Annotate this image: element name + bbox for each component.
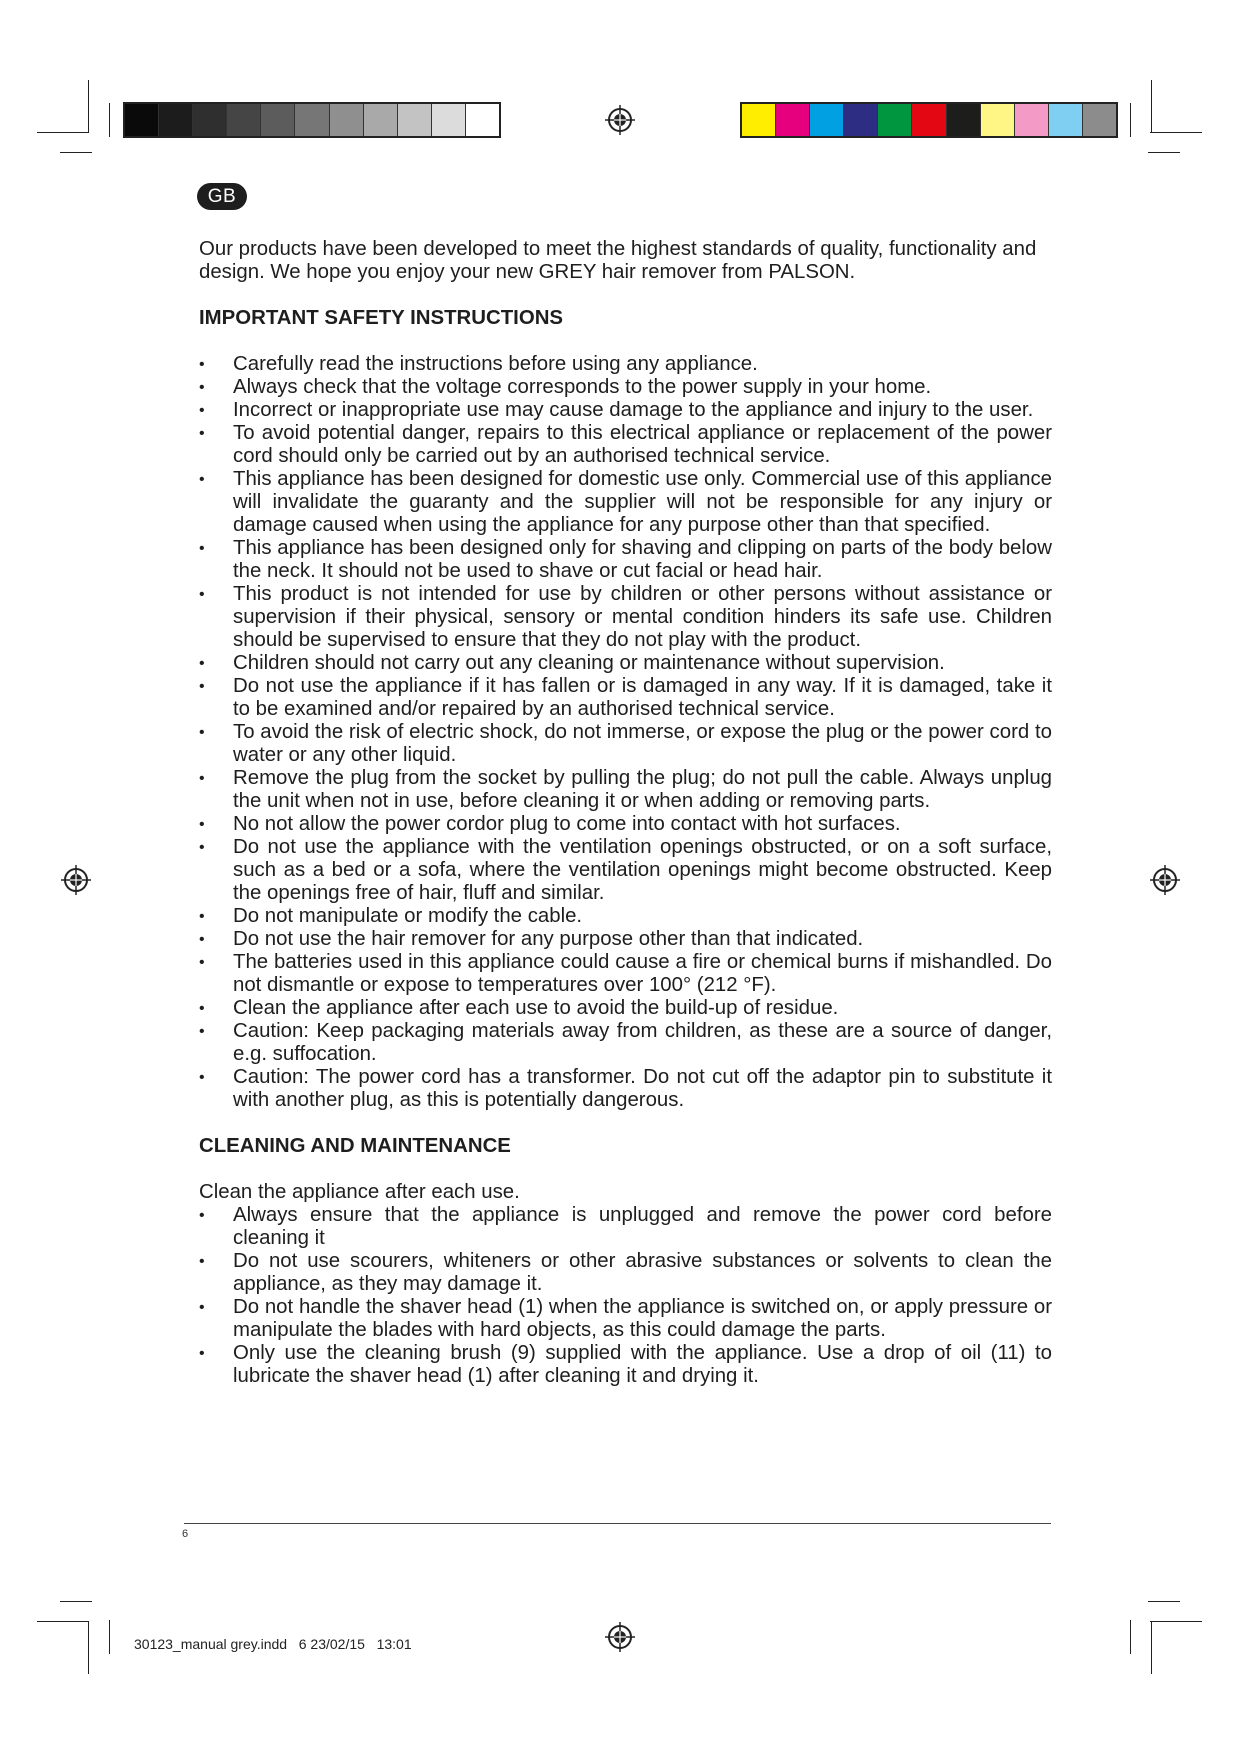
color-swatch [364,104,398,136]
list-item: • Do not use scourers, whiteners or other abrasive substances or solvents to clean the appliance, as they may damage it. [199,1250,1052,1296]
language-badge: GB [197,183,247,210]
list-item: • Always check that the voltage corresponds to the power supply in your home. [199,376,1052,399]
crop-mark [1150,1621,1202,1622]
color-swatch [1049,104,1083,136]
list-item: • Do not use the appliance with the ventilation openings obstructed, or on a soft surface, such as a bed or a sofa, where the ventilation openings might become obstructed. Keep the openings free of hair, fluff and similar. [199,836,1052,905]
color-swatch [261,104,295,136]
list-item: • Remove the plug from the socket by pulling the plug; do not pull the cable. Always unplug the unit when not in use, before cleaning it or when adding or removing parts. [199,767,1052,813]
list-item: • Do not manipulate or modify the cable. [199,905,1052,928]
color-swatch [1015,104,1049,136]
list-item: • Children should not carry out any cleaning or maintenance without supervision. [199,652,1052,675]
list-item: • This appliance has been designed for domestic use only. Commercial use of this appliance will invalidate the guaranty and the supplier will not be responsible for any injury or damage caused when using the appliance for any purpose other than that specified. [199,468,1052,537]
main-content [199,238,1052,1388]
safety-heading: IMPORTANT SAFETY INSTRUCTIONS [199,307,564,329]
intro-paragraph: Our products have been developed to meet the highest standards of quality, functionality and design. We hope you enjoy your new GREY hair remover from PALSON. [199,238,1037,283]
crop-mark [88,80,89,133]
list-item: • This product is not intended for use by children or other persons without assistance or supervision if their physical, sensory or mental condition hinders its safe use. Children should be supervised to ensure that they do not play with the product. [199,583,1052,652]
color-swatch [742,104,776,136]
list-item: • Clean the appliance after each use to avoid the build-up of residue. [199,997,1052,1020]
color-swatch [398,104,432,136]
crop-mark [109,103,110,137]
safety-list [199,353,1052,1112]
crop-mark [37,132,89,133]
crop-mark [1130,103,1131,137]
registration-mark-icon [61,865,91,895]
color-swatch [947,104,981,136]
crop-mark [1151,1621,1152,1674]
crop-mark [1151,80,1152,133]
list-item: • Carefully read the instructions before using any appliance. [199,353,1052,376]
color-swatch [844,104,878,136]
crop-mark [1148,1601,1180,1602]
color-swatch [432,104,466,136]
color-calibration-bar [740,102,1118,138]
crop-mark [60,1601,92,1602]
footer-rule [184,1523,1051,1524]
color-swatch [227,104,261,136]
color-swatch [295,104,329,136]
list-item: • Do not use the hair remover for any purpose other than that indicated. [199,928,1052,951]
cleaning-heading: CLEANING AND MAINTENANCE [199,1135,511,1157]
color-swatch [912,104,946,136]
list-item: • Do not handle the shaver head (1) when the appliance is switched on, or apply pressure or manipulate the blades with hard objects, as this could damage the parts. [199,1296,1052,1342]
color-swatch [810,104,844,136]
page-number: 6 [182,1528,189,1540]
list-item: • To avoid potential danger, repairs to this electrical appliance or replacement of the power cord should only be carried out by an authorised technical service. [199,422,1052,468]
color-swatch [159,104,193,136]
crop-mark [37,1621,89,1622]
gray-calibration-bar [123,102,501,138]
list-item: • Always ensure that the appliance is unplugged and remove the power cord before cleaning it [199,1204,1052,1250]
crop-mark [1150,132,1202,133]
crop-mark [88,1621,89,1674]
list-item: • The batteries used in this appliance could cause a fire or chemical burns if mishandled. Do not dismantle or expose to temperatures over 100° (212 °F). [199,951,1052,997]
color-swatch [981,104,1015,136]
list-item: • Caution: The power cord has a transformer. Do not cut off the adaptor pin to substitute it with another plug, as this is potentially dangerous. [199,1066,1052,1112]
registration-mark-icon [605,1622,635,1652]
list-item: • Do not use the appliance if it has fallen or is damaged in any way. If it is damaged, take it to be examined and/or repaired by an authorised technical service. [199,675,1052,721]
crop-mark [1148,152,1180,153]
color-swatch [1083,104,1116,136]
color-swatch [466,104,499,136]
registration-mark-icon [605,105,635,135]
crop-mark [60,152,92,153]
list-item: • To avoid the risk of electric shock, do not immerse, or expose the plug or the power cord to water or any other liquid. [199,721,1052,767]
color-swatch [878,104,912,136]
registration-mark-icon [1150,865,1180,895]
color-swatch [776,104,810,136]
color-swatch [330,104,364,136]
list-item: • Only use the cleaning brush (9) supplied with the appliance. Use a drop of oil (11) to lubricate the shaver head (1) after cleaning it and drying it. [199,1342,1052,1388]
cleaning-lead: Clean the appliance after each use. [199,1181,520,1203]
color-swatch [125,104,159,136]
crop-mark [1130,1620,1131,1654]
list-item: • This appliance has been designed only for shaving and clipping on parts of the body below the neck. It should not be used to shave or cut facial or head hair. [199,537,1052,583]
color-swatch [193,104,227,136]
cleaning-list [199,1204,1052,1388]
crop-mark [109,1620,110,1654]
list-item: • Incorrect or inappropriate use may cause damage to the appliance and injury to the user. [199,399,1052,422]
list-item: • Caution: Keep packaging materials away from children, as these are a source of danger, e.g. suffocation. [199,1020,1052,1066]
list-item: • No not allow the power cordor plug to come into contact with hot surfaces. [199,813,1052,836]
print-slug: 30123_manual grey.indd 6 23/02/15 13:01 [134,1636,412,1652]
